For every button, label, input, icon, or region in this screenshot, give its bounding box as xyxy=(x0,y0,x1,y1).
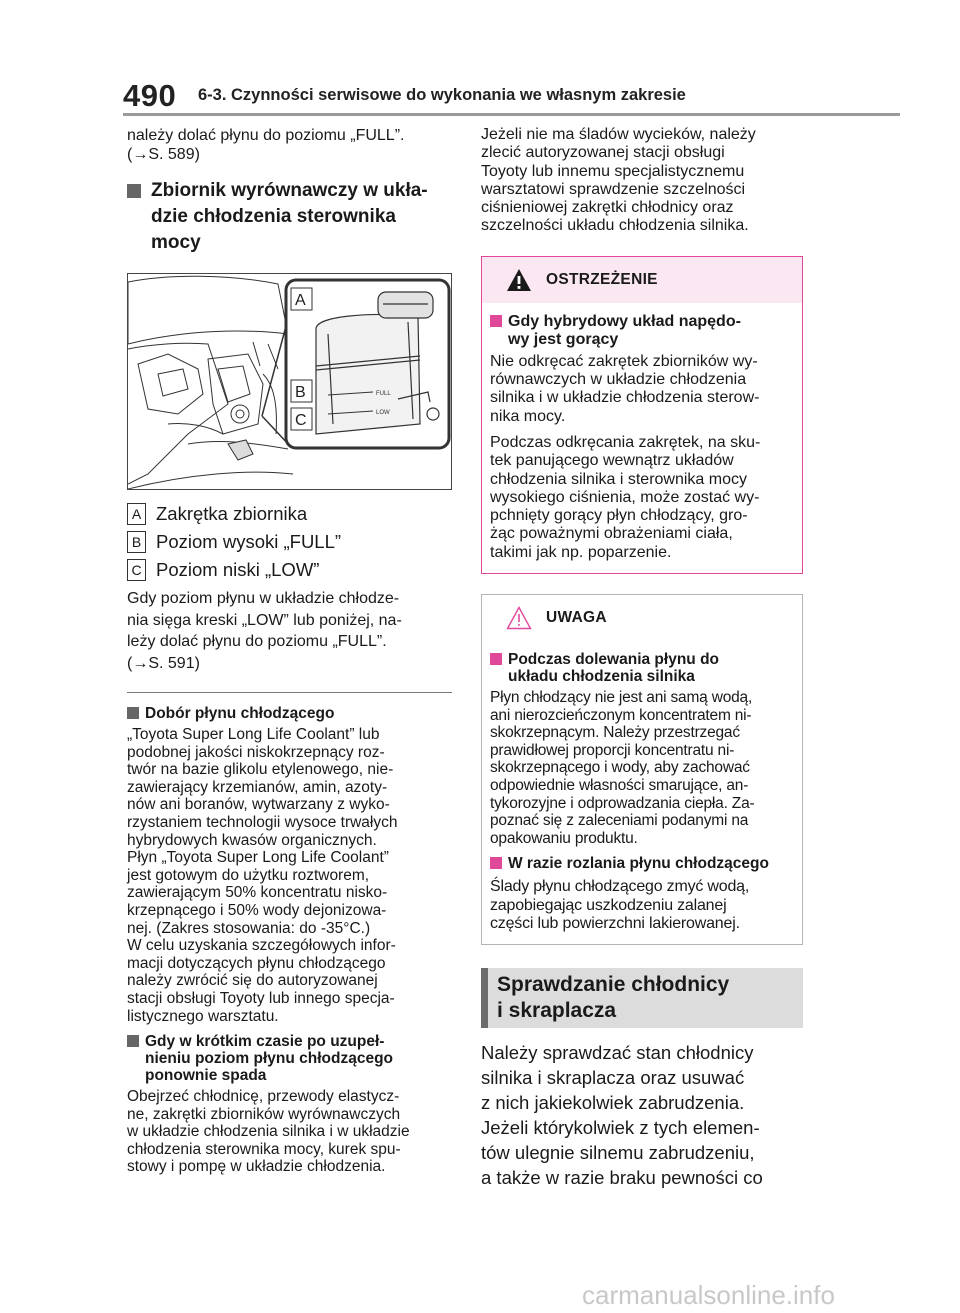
text-line: macji dotyczących płynu chłodzącego xyxy=(127,954,386,972)
banner-line: Sprawdzanie chłodnicy xyxy=(497,973,730,997)
bullet-square-icon xyxy=(490,857,502,869)
text-line: takimi jak np. poparzenie. xyxy=(490,543,672,561)
text-line: szczelności układu chłodzenia silnika. xyxy=(481,217,749,235)
notice-paragraph-2 xyxy=(490,878,794,933)
warning-paragraph-2 xyxy=(490,434,794,562)
text-line: „Toyota Super Long Life Coolant” lub xyxy=(127,726,380,743)
text-line: listycznego warsztatu. xyxy=(127,1007,279,1025)
level-drop-paragraph xyxy=(127,1088,452,1176)
banner-line: i skraplacza xyxy=(497,999,617,1023)
text-line: Płyn chłodzący nie jest ani samą wodą, xyxy=(490,689,753,707)
bullet-square-icon xyxy=(127,707,139,719)
text-line: Ślady płynu chłodzącego zmyć wodą, xyxy=(490,878,750,896)
heading-line: nieniu poziom płynu chłodzącego xyxy=(145,1050,394,1068)
text-line: żąc poważnymi obrażeniami ciała, xyxy=(490,525,733,543)
legend-text: Poziom wysoki „FULL” xyxy=(156,531,342,552)
warning-triangle-icon xyxy=(506,268,532,292)
text-line: nia sięga kreski „LOW” lub poniżej, na- xyxy=(127,611,402,629)
legend-key: B xyxy=(127,531,146,553)
text-line: podobnej jakości niskokrzepnący roz- xyxy=(127,743,385,761)
bullet-square-icon xyxy=(490,653,502,665)
heading-text: W razie rozlania płynu chłodzącego xyxy=(508,855,769,873)
text-line: nika mocy. xyxy=(490,407,566,425)
text-line: stacji obsługi Toyoty lub innego specja- xyxy=(127,989,395,1007)
left-column xyxy=(127,126,452,1176)
text-line: w układzie chłodzenia silnika i w układzie xyxy=(127,1123,410,1141)
radiator-paragraph xyxy=(481,1040,803,1190)
text-line: Jeżeli nie ma śladów wycieków, należy xyxy=(481,126,756,143)
heading-text: Dobór płynu chłodzącego xyxy=(145,705,335,722)
text-line: Jeżeli którykolwiek z tych elemen- xyxy=(481,1117,760,1139)
text-line: (→S. 591) xyxy=(127,654,200,672)
engine-bay-drawing xyxy=(128,274,452,490)
full-mark-label: FULL xyxy=(376,391,391,397)
text-line: części lub powierzchni lakierowanej. xyxy=(490,914,740,932)
right-column xyxy=(481,126,803,1190)
heading-line: układu chłodzenia silnika xyxy=(508,668,695,686)
bullet-square-icon xyxy=(127,1035,139,1047)
text-line: Gdy poziom płynu w układzie chłodze- xyxy=(127,590,400,607)
notice-title: UWAGA xyxy=(546,609,607,627)
text-line: a także w razie braku pewności co xyxy=(481,1167,763,1189)
callout-a: A xyxy=(295,292,306,309)
text-line: skokrzepnącego i wody, aby zachować xyxy=(490,759,750,777)
warning-box xyxy=(481,256,803,574)
heading-line: wy jest gorący xyxy=(508,330,619,348)
intro-text xyxy=(127,126,452,164)
text-line: ciśnieniowej zakrętki chłodnicy oraz xyxy=(481,199,734,217)
text-line: Płyn „Toyota Super Long Life Coolant” xyxy=(127,849,389,867)
text-line: wysokiego ciśnienia, może zostać wy- xyxy=(490,488,760,506)
legend-text: Zakrętka zbiornika xyxy=(156,503,308,524)
text-line: nej. (Zakres stosowania: do -35°C.) xyxy=(127,919,371,937)
figure-legend xyxy=(127,500,452,584)
warning-body xyxy=(482,303,802,573)
text-line: Obejrzeć chłodnicę, przewody elastycz- xyxy=(127,1088,400,1106)
heading-line: dzie chłodzenia sterownika xyxy=(151,206,396,227)
text-line: ne, zakrętki zbiorników wyrównawczych xyxy=(127,1105,401,1123)
text-line: jest gotowym do użytku roztworem, xyxy=(127,866,370,884)
text-line: chłodzenia silnika i sterownika mocy xyxy=(490,470,747,488)
text-line: zlecić autoryzowanej stacji obsługi xyxy=(481,144,725,162)
legend-key: A xyxy=(127,503,146,525)
text-line: twór na bazie glikolu etylenowego, nie- xyxy=(127,761,394,779)
text-line: Należy sprawdzać stan chłodnicy xyxy=(481,1042,754,1064)
text-line: chłodzenia sterownika mocy, kurek spu- xyxy=(127,1140,401,1158)
bullet-square-icon xyxy=(127,184,141,198)
section-banner-radiator xyxy=(481,968,803,1028)
text-line: tykorozyjne i odprowadzania ciepła. Za- xyxy=(490,794,755,812)
text-line: silnika i w układzie chłodzenia sterow- xyxy=(490,389,760,407)
legend-item-c xyxy=(127,556,452,584)
text-line: W celu uzyskania szczegółowych infor- xyxy=(127,937,396,955)
text-line: krzepnącego i 50% wody dejonizowa- xyxy=(127,901,387,919)
text-line: leży dolać płynu do poziomu „FULL”. xyxy=(127,633,387,650)
level-paragraph xyxy=(127,588,452,674)
heading-line: ponownie spada xyxy=(145,1067,267,1085)
text-line: warsztatowi sprawdzenie szczelności xyxy=(481,180,746,198)
bullet-square-icon xyxy=(490,315,502,327)
text-line: hybrydowych kwasów organicznych. xyxy=(127,831,377,849)
notice-box xyxy=(481,594,803,945)
text-line: odpowiednie własności smarujące, an- xyxy=(490,777,749,795)
notice-heading-spill xyxy=(490,855,794,872)
coolant-paragraph xyxy=(127,726,452,1025)
text-line: z nich jakiekolwiek zabrudzenia. xyxy=(481,1092,745,1114)
notice-header xyxy=(482,595,802,641)
legend-key: C xyxy=(127,559,146,581)
heading-line: Gdy w krótkim czasie po uzupeł- xyxy=(145,1033,385,1051)
text-line: należy dolać płynu do poziomu „FULL”. xyxy=(127,127,405,144)
notice-heading-topping-up xyxy=(490,651,794,685)
heading-line: Gdy hybrydowy układ napędo- xyxy=(508,312,741,330)
text-line: skokrzepnącym. Należy przestrzegać xyxy=(490,724,740,742)
text-line: tów ulegnie silnemu zabrudzeniu, xyxy=(481,1142,755,1164)
level-drop-heading xyxy=(127,1033,452,1084)
notice-body xyxy=(482,641,802,944)
heading-line: Zbiornik wyrównawczy w ukła- xyxy=(151,180,428,201)
divider xyxy=(127,692,452,693)
text-line: Podczas odkręcania zakrętek, na sku- xyxy=(490,433,761,451)
section-header-title: 6-3. Czynności serwisowe do wykonania we własnym zakresie xyxy=(198,86,686,104)
text-line: poznać się z zaleceniami podanymi na xyxy=(490,812,749,830)
warning-paragraph-1 xyxy=(490,353,794,426)
text-line: pchnięty gorący płyn chłodzący, gro- xyxy=(490,507,748,525)
legend-text: Poziom niski „LOW” xyxy=(156,559,320,580)
text-line: Nie odkręcać zakrętek zbiorników wy- xyxy=(490,352,758,370)
text-line: Toyoty lub innemu specjalistycznemu xyxy=(481,162,745,180)
callout-b: B xyxy=(295,384,306,401)
text-line: stowy i pompę w układzie chłodzenia. xyxy=(127,1158,386,1176)
text-line: równawczych w układzie chłodzenia xyxy=(490,371,747,389)
text-line: rzystaniem technologii wysoce trwałych xyxy=(127,813,398,831)
coolant-selection-heading xyxy=(127,705,452,722)
header-rule xyxy=(123,113,900,116)
text-line: należy zwrócić się do autoryzowanej xyxy=(127,972,378,990)
text-line: (→S. 589) xyxy=(127,146,200,163)
caution-triangle-icon xyxy=(506,606,532,630)
text-line: zapobiegając uszkodzeniu zalanej xyxy=(490,896,727,914)
text-line: zawierający krzemianów, amin, azoty- xyxy=(127,778,388,796)
warning-heading xyxy=(490,313,794,349)
text-line: zawierającym 50% koncentratu nisko- xyxy=(127,884,388,902)
callout-c: C xyxy=(295,412,307,429)
text-line: prawidłowej proporcji koncentratu ni- xyxy=(490,741,735,759)
heading-line: Podczas dolewania płynu do xyxy=(508,651,720,669)
text-line: silnika i skraplacza oraz usuwać xyxy=(481,1067,745,1089)
text-line: tek panującego wewnątrz układów xyxy=(490,452,734,470)
warning-header xyxy=(482,257,802,303)
text-line: nów ani boranów, wytwarzany z wyko- xyxy=(127,796,390,814)
leak-check-paragraph xyxy=(481,126,803,236)
reservoir-illustration xyxy=(127,273,452,490)
notice-paragraph-1 xyxy=(490,689,794,847)
heading-line: mocy xyxy=(151,232,201,253)
page-number: 490 xyxy=(123,78,177,113)
watermark: carmanualsonline.info xyxy=(582,1280,835,1310)
text-line: opakowaniu produktu. xyxy=(490,829,638,847)
warning-title: OSTRZEŻENIE xyxy=(546,270,658,288)
section-heading-power-control-reservoir xyxy=(127,178,452,256)
low-mark-label: LOW xyxy=(376,410,390,416)
banner-accent-bar xyxy=(481,968,488,1028)
legend-item-b xyxy=(127,528,452,556)
banner-title xyxy=(488,968,729,1028)
text-line: ani nierozcieńczonym koncentratem ni- xyxy=(490,706,752,724)
legend-item-a xyxy=(127,500,452,528)
